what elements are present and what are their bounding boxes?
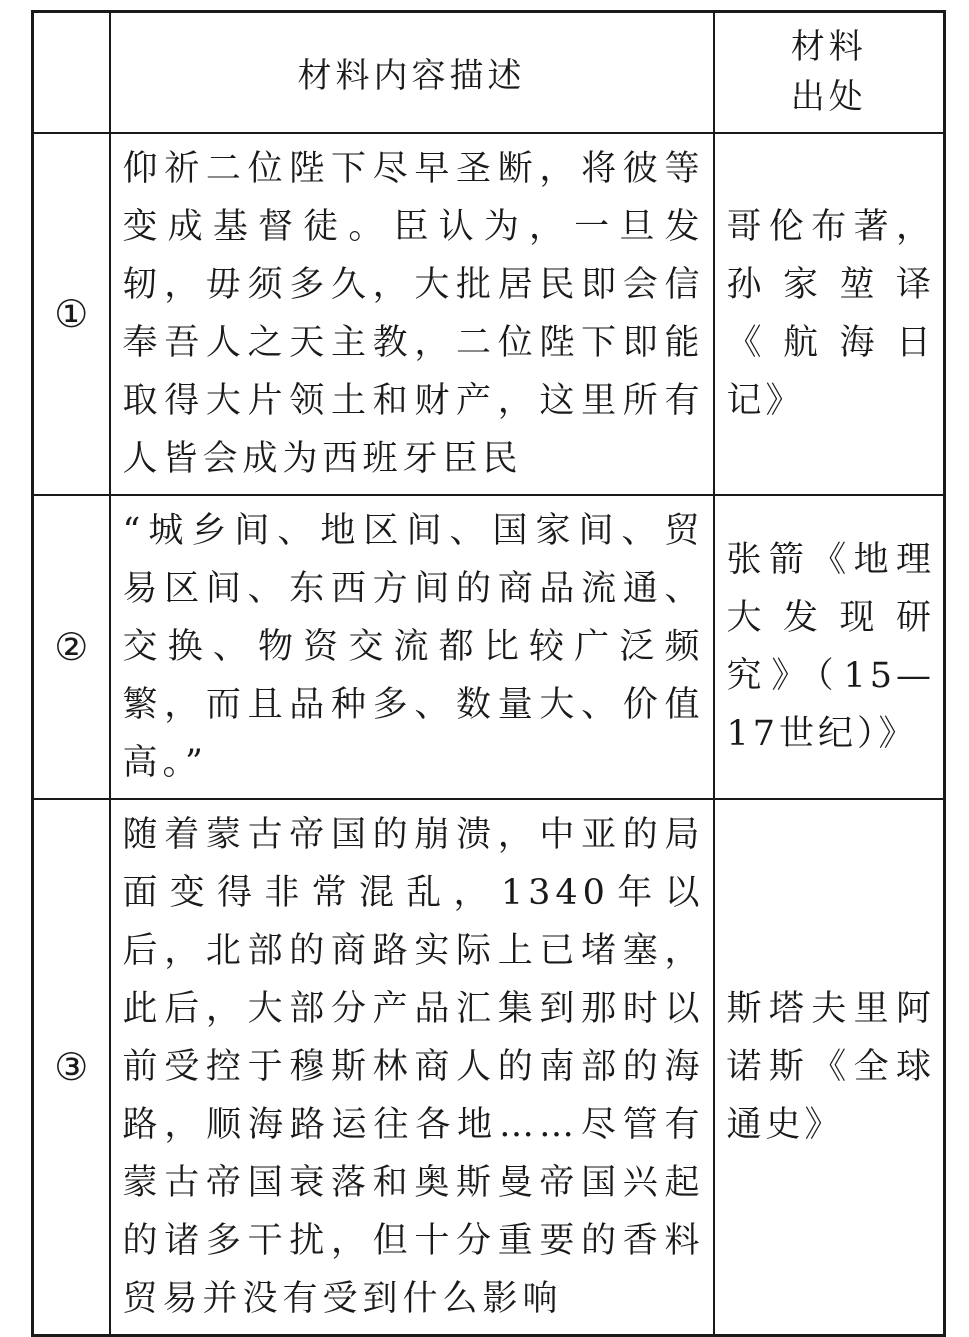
materials-table [31,10,946,1337]
header-source-line2: 出处 [790,77,867,118]
header-description-cell: 材料内容描述 [110,12,714,133]
row-description: 仰祈二位陛下尽早圣断，将彼等变成基督徒。臣认为，一旦发轫，毋须多久，大批居民即会信奉吾人之天主教，二位陛下即能取得大片领土和财产，这里所有人皆会成为西班牙臣民 [110,133,714,495]
table-row [33,799,945,1336]
row-number: ② [33,495,110,799]
row-source: 哥伦布著，孙家堃译《航海日记》 [714,133,945,495]
row-source: 斯塔夫里阿诺斯《全球通史》 [714,799,945,1336]
row-number: ① [33,133,110,495]
row-description: 随着蒙古帝国的崩溃，中亚的局面变得非常混乱，1340年以后，北部的商路实际上已堵塞，此后，大部分产品汇集到那时以前受控于穆斯林商人的南部的海路，顺海路运往各地……尽管有蒙古帝国衰落和奥斯曼帝国兴起的诸多干扰，但十分重要的香料贸易并没有受到什么影响 [110,799,714,1336]
row-description: “城乡间、地区间、国家间、贸易区间、东西方间的商品流通、交换、物资交流都比较广泛频繁，而且品种多、数量大、价值高。” [110,495,714,799]
header-row [33,12,945,133]
table-row [33,133,945,495]
row-source: 张箭《地理大发现研究》（15—17世纪）》 [714,495,945,799]
row-number: ③ [33,799,110,1336]
header-source-cell [714,12,945,133]
table-row [33,495,945,799]
header-number-cell [33,12,110,133]
header-source-line1: 材料 [790,27,867,68]
